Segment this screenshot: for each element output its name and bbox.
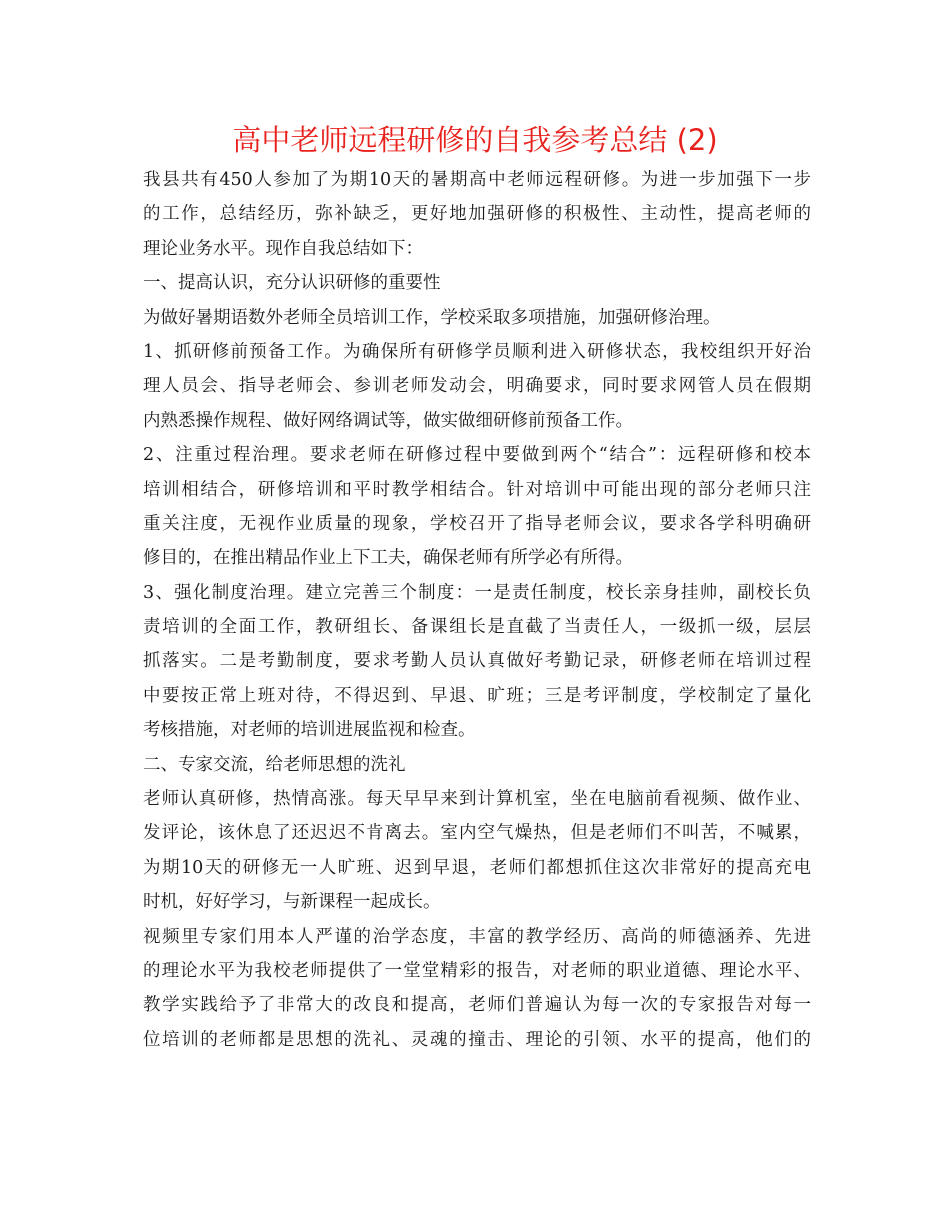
text-line: 教学实践给予了非常大的改良和提高，老师们普遍认为每一次的专家报告对每一 [143,995,811,1016]
text-line: 二、专家交流，给老师思想的洗礼 [143,754,406,775]
text-line: 3、强化制度治理。建立完善三个制度：一是责任制度，校长亲身挂帅，副校长负 [143,582,811,603]
text-line: 为做好暑期语数外老师全员培训工作，学校采取多项措施，加强研修治理。 [143,307,721,328]
text-line: 责培训的全面工作，教研组长、备课组长是直截了当责任人，一级抓一级，层层 [143,617,811,638]
text-line: 修目的，在推出精品作业上下工夫，确保老师有所学必有所得。 [143,548,633,569]
text-line: 抓落实。二是考勤制度，要求考勤人员认真做好考勤记录，研修老师在培训过程 [143,651,811,672]
text-line: 时机，好好学习，与新课程一起成长。 [143,892,441,913]
text-line: 重关注度，无视作业质量的现象，学校召开了指导老师会议，要求各学科明确研 [143,513,811,534]
document-title: 高中老师远程研修的自我参考总结 (2) [232,123,718,157]
text-line: 的理论水平为我校老师提供了一堂堂精彩的报告，对老师的职业道德、理论水平、 [143,960,811,981]
text-line: 中要按正常上班对待，不得迟到、早退、旷班；三是考评制度，学校制定了量化 [143,685,811,706]
text-line: 发评论，该休息了还迟迟不肯离去。室内空气燥热，但是老师们不叫苦，不喊累， [143,823,811,844]
text-line: 老师认真研修，热情高涨。每天早早来到计算机室，坐在电脑前看视频、做作业、 [143,789,811,810]
text-line: 理人员会、指导老师会、参训老师发动会，明确要求，同时要求网管人员在假期 [143,376,811,397]
text-line: 位培训的老师都是思想的洗礼、灵魂的撞击、理论的引领、水平的提高，他们的 [143,1029,811,1050]
text-line: 培训相结合，研修培训和平时教学相结合。针对培训中可能出现的部分老师只注 [143,479,811,500]
text-line: 2、注重过程治理。要求老师在研修过程中要做到两个“结合”：远程研修和校本 [143,445,811,466]
document-body [143,163,811,1057]
text-line: 我县共有450人参加了为期10天的暑期高中老师远程研修。为进一步加强下一步 [143,170,811,190]
text-line: 的工作，总结经历，弥补缺乏，更好地加强研修的积极性、主动性，提高老师的 [143,204,811,225]
text-line: 一、提高认识，充分认识研修的重要性 [143,273,441,294]
text-line: 为期10天的研修无一人旷班、迟到早退，老师们都想抓住这次非常好的提高充电 [143,857,811,878]
text-line: 内熟悉操作规程、做好网络调试等，做实做细研修前预备工作。 [143,410,633,431]
text-line: 1、抓研修前预备工作。为确保所有研修学员顺利进入研修状态，我校组织开好治 [143,341,811,362]
text-line: 理论业务水平。现作自我总结如下： [143,238,423,259]
text-line: 视频里专家们用本人严谨的治学态度，丰富的教学经历、高尚的师德涵养、先进 [143,926,811,947]
text-line: 考核措施，对老师的培训进展监视和检查。 [143,720,476,741]
